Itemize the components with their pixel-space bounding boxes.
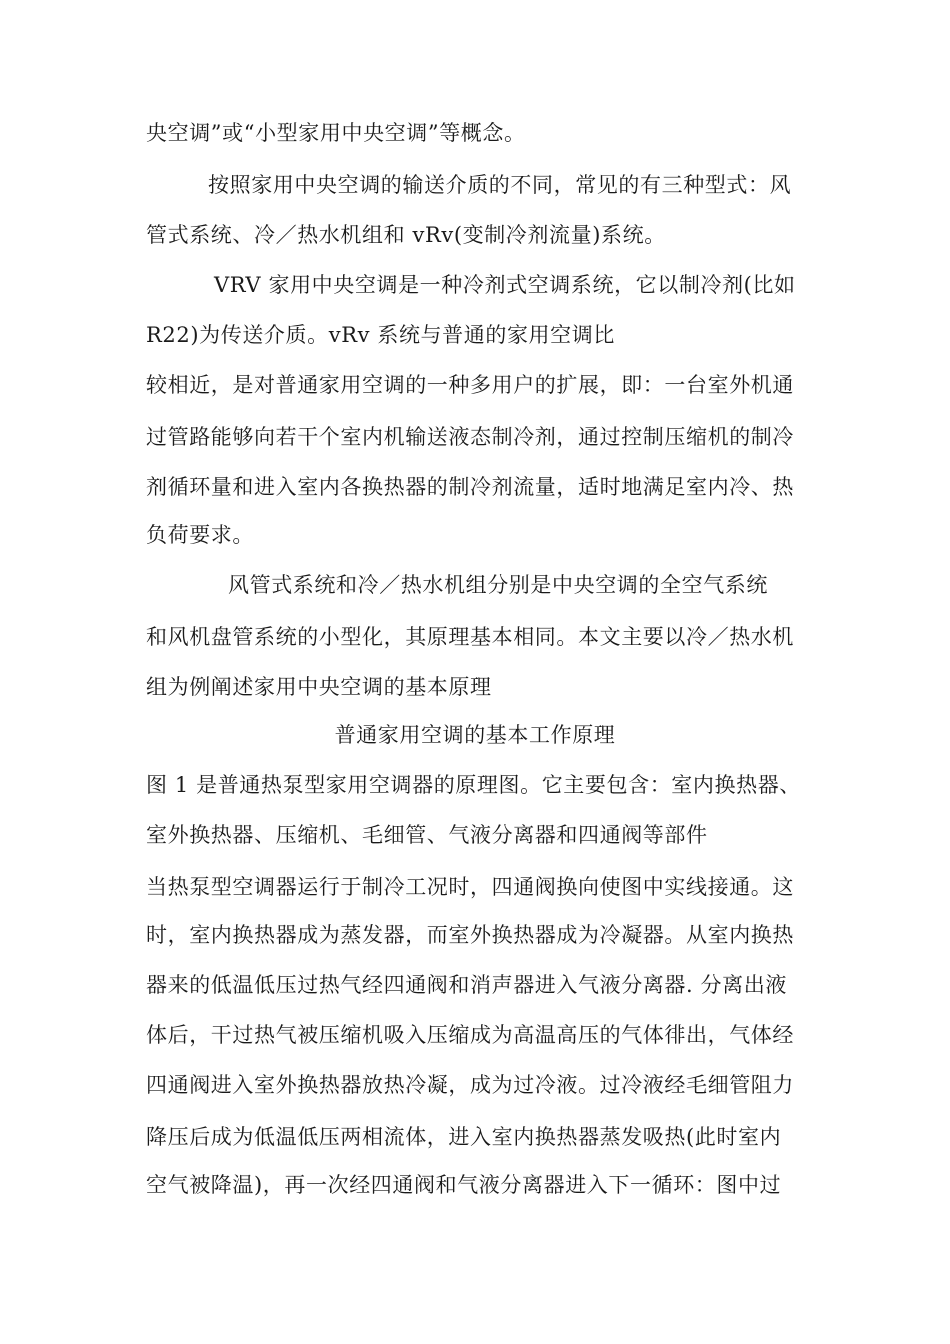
text-line: 四通阀进入室外换热器放热冷凝，成为过冷液。过冷液经毛细管阻力 [146,1073,794,1097]
text-line: 管式系统、冷／热水机组和 vRv(变制冷剂流量)系统。 [146,223,666,247]
text-line: 剂循环量和进入室内各换热器的制冷剂流量，适时地满足室内冷、热 [146,475,794,499]
text-line: R22)为传送介质。vRv 系统与普通的家用空调比 [146,323,615,347]
text-line: 降压后成为低温低压两相流体，进入室内换热器蒸发吸热(此时室内 [146,1125,782,1149]
text-line: 央空调”或“小型家用中央空调”等概念。 [146,121,526,145]
paragraph-start-line: 风管式系统和冷／热水机组分别是中央空调的全空气系统 [228,573,768,597]
text-line: 和风机盘管系统的小型化，其原理基本相同。本文主要以冷／热水机 [146,625,794,649]
text-line: 组为例阐述家用中央空调的基本原理 [146,675,492,699]
text-line: 负荷要求。 [146,523,254,547]
text-line: 体后，干过热气被压缩机吸入压缩成为高温高压的气体徘出，气体经 [146,1023,794,1047]
paragraph-start-line: 按照家用中央空调的输送介质的不同，常见的有三种型式：风 [208,173,792,197]
text-line: 时，室内换热器成为蒸发器，而室外换热器成为冷凝器。从室内换热 [146,923,794,947]
section-heading: 普通家用空调的基本工作原理 [334,723,616,747]
text-line: 当热泵型空调器运行于制冷工况时，四通阀换向使图中实线接通。这 [146,875,794,899]
text-line: 器来的低温低压过热气经四通阀和消声器进入气液分离器. 分离出液 [146,973,787,997]
paragraph-start-line: VRV 家用中央空调是一种冷剂式空调系统，它以制冷剂(比如 [214,273,796,297]
text-line: 空气被降温)，再一次经四通阀和气液分离器进入下一循环：图中过 [146,1173,782,1197]
text-line: 较相近，是对普通家用空调的一种多用户的扩展，即：一台室外机通 [146,373,794,397]
text-line: 图 1 是普通热泵型家用空调器的原理图。它主要包含：室内换热器、 [146,773,801,797]
text-line: 室外换热器、压缩机、毛细管、气液分离器和四通阀等部件 [146,823,708,847]
text-line: 过管路能够向若干个室内机输送液态制冷剂，通过控制压缩机的制冷 [146,425,794,449]
